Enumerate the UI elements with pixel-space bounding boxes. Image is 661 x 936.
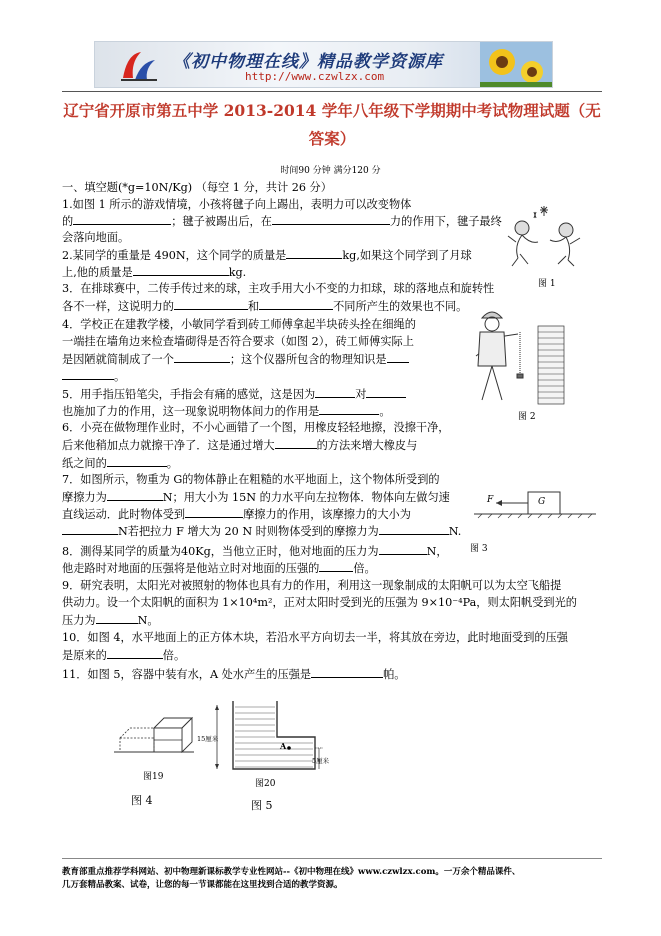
q2-line2: 上,他的质量是 kg. [62,266,247,279]
q5-line1: 5．用手指压铅笔尖，手指会有痛的感觉，这是因为 对 [62,387,406,401]
q6-line2: 后来他稍加点力就擦干净了．这是通过增大 的方法来增大橡皮与 [62,439,418,452]
answer-blank[interactable] [96,613,138,624]
sunflower-icon [480,42,552,88]
q9-line1: 9．研究表明，太阳光对被照射的物体也具有力的作用，利用这一现象制成的太阳帆可以为太空飞船提 [62,579,562,592]
footer-line1: 教育部重点推荐学科网站、初中物理新课标教学专业性网站--《初中物理在线》www.czwlzx.com。一万余个精品课件、 [62,867,521,877]
exam-time-info: 时间90 分钟 满分120 分 [280,166,381,176]
answer-blank[interactable] [286,248,342,259]
answer-blank[interactable] [319,404,379,415]
q4-line1: 4．学校正在建教学楼，小敏同学看到砖工师傅拿起半块砖头拴在细绳的 [62,318,416,331]
q3-line1: 3．在排球赛中，二传手传过来的球，主攻手用大小不变的力扣球，球的落地点和旋转性 [62,282,495,295]
figure-19-caption: 图19 [143,772,164,782]
figure-4-cubes-diagram [114,712,194,768]
figure-5-caption: 图 5 [251,799,273,812]
q7-line2: 摩擦力为 N；用大小为 15N 的力水平向左拉物体．物体向左做匀速 [62,491,450,504]
banner-url[interactable]: http://www.czwlzx.com [245,70,385,83]
footer-divider [62,858,602,859]
answer-blank[interactable] [379,524,449,535]
answer-blank[interactable] [62,369,114,380]
figure-5-point-a: A [280,741,287,751]
section-heading: 一、填空题(*g=10N/Kg) （每空 1 分，共计 26 分） [62,181,332,194]
answer-blank[interactable] [174,299,248,310]
figure-5-height-15: 15厘米 [197,735,219,743]
q4-line4: 。 [62,369,125,383]
answer-blank[interactable] [62,524,118,535]
footer-line2: 几万套精品教案、试卷，让您的每一节课都能在这里找到合适的教学资源。 [62,880,343,890]
q10-line2: 是原来的 倍。 [62,649,186,662]
q8-line2: 他走路时对地面的压强将是他站立时对地面的压强的 倍。 [62,562,376,575]
page-title: 辽宁省开原市第五中学 2013-2014 学年八年级下学期期中考试物理试题（无 答案） [63,101,601,148]
q4-line3: 是因陋就简制成了一个 ；这个仪器所包含的物理知识是 [62,352,409,366]
answer-blank[interactable] [259,299,333,310]
q7-line3: 直线运动．此时物体受到 摩擦力的作用，该摩擦力的大小为 [62,508,411,521]
answer-blank[interactable] [275,438,317,449]
header-banner [94,41,553,88]
figure-2-bricklayer-icon [462,304,574,404]
answer-blank[interactable] [387,352,409,363]
q1-line2: 的 ；毽子被踢出后，在 力的作用下，毽子最终 [62,215,502,228]
q11-line1: 11．如图 5，容器中装有水，A 处水产生的压强是 帕。 [62,668,406,681]
answer-blank[interactable] [185,507,243,518]
site-logo-icon [119,48,159,84]
answer-blank[interactable] [107,490,163,501]
q7-line1: 7．如图所示，物重为 G的物体静止在粗糙的水平地面上，这个物体所受到的 [62,473,440,486]
figure-3-force-label: F [487,495,494,505]
q8-line1: 8．測得某同学的质量为40Kg，当他立正时，他对地面的压力为 N， [62,545,448,558]
answer-blank[interactable] [319,561,353,572]
figure-1-kids-icon [500,202,590,267]
figure-5-height-5: 5厘米 [312,757,330,765]
q10-line1: 10．如图 4，水平地面上的正方体木块，若沿水平方向切去一半，将其放在旁边，此时地面受到的压强 [62,631,568,644]
answer-blank[interactable] [366,387,406,398]
q6-line1: 6．小亮在做物理作业时，不小心画错了一个图，用橡皮轻轻地擦，没擦干净， [62,421,450,434]
answer-blank[interactable] [311,667,383,678]
banner-title: 《初中物理在线》精品教学资源库 [173,52,443,72]
header-divider [62,91,602,92]
q7-line4: N若把拉力 F 增大为 20 N 时则物体受到的摩擦力为 N. [62,524,461,538]
figure-4-caption: 图 4 [131,794,153,807]
q1-line1: 1.如图 1 所示的游戏情境，小孩将毽子向上踢出，表明力可以改变物体 [62,198,412,211]
q5-line2: 也施加了力的作用，这一现象说明物体间力的作用是 。 [62,405,391,418]
answer-blank[interactable] [272,214,390,225]
answer-blank[interactable] [174,352,230,363]
q2-line1: 2.某同学的重量是 490N，这个同学的质量是 kg,如果这个同学到了月球 [62,249,472,262]
figure-20-caption: 图20 [255,779,276,789]
q3-line2: 各不一样，这说明力的 和 不同所产生的效果也不同。 [62,300,468,313]
figure-3-weight-label: G [538,497,546,507]
answer-blank[interactable] [107,456,167,467]
figure-3-caption: 图 3 [470,544,488,554]
q9-line2: 供动力。设一个太阳帆的面积为 1×10⁴m²，正对太阳时受到光的压强为 9×10⁻⁴Pa，则太阳帆受到光的 [62,596,577,609]
answer-blank[interactable] [107,648,163,659]
figure-2-caption: 图 2 [518,412,536,422]
answer-blank[interactable] [379,544,427,555]
answer-blank[interactable] [315,387,355,398]
q6-line3: 纸之间的 。 [62,457,178,470]
q9-line3: 压力为 N。 [62,614,159,627]
q1-line3: 会落向地面。 [62,231,130,244]
q4-line2: 一端挂在墙角边来检查墙砌得是否符合要求（如图 2），砖工师傅实际上 [62,335,414,348]
figure-5-container-diagram [205,697,329,777]
figure-1-caption: 图 1 [538,279,556,289]
answer-blank[interactable] [133,265,229,276]
answer-blank[interactable] [73,214,171,225]
